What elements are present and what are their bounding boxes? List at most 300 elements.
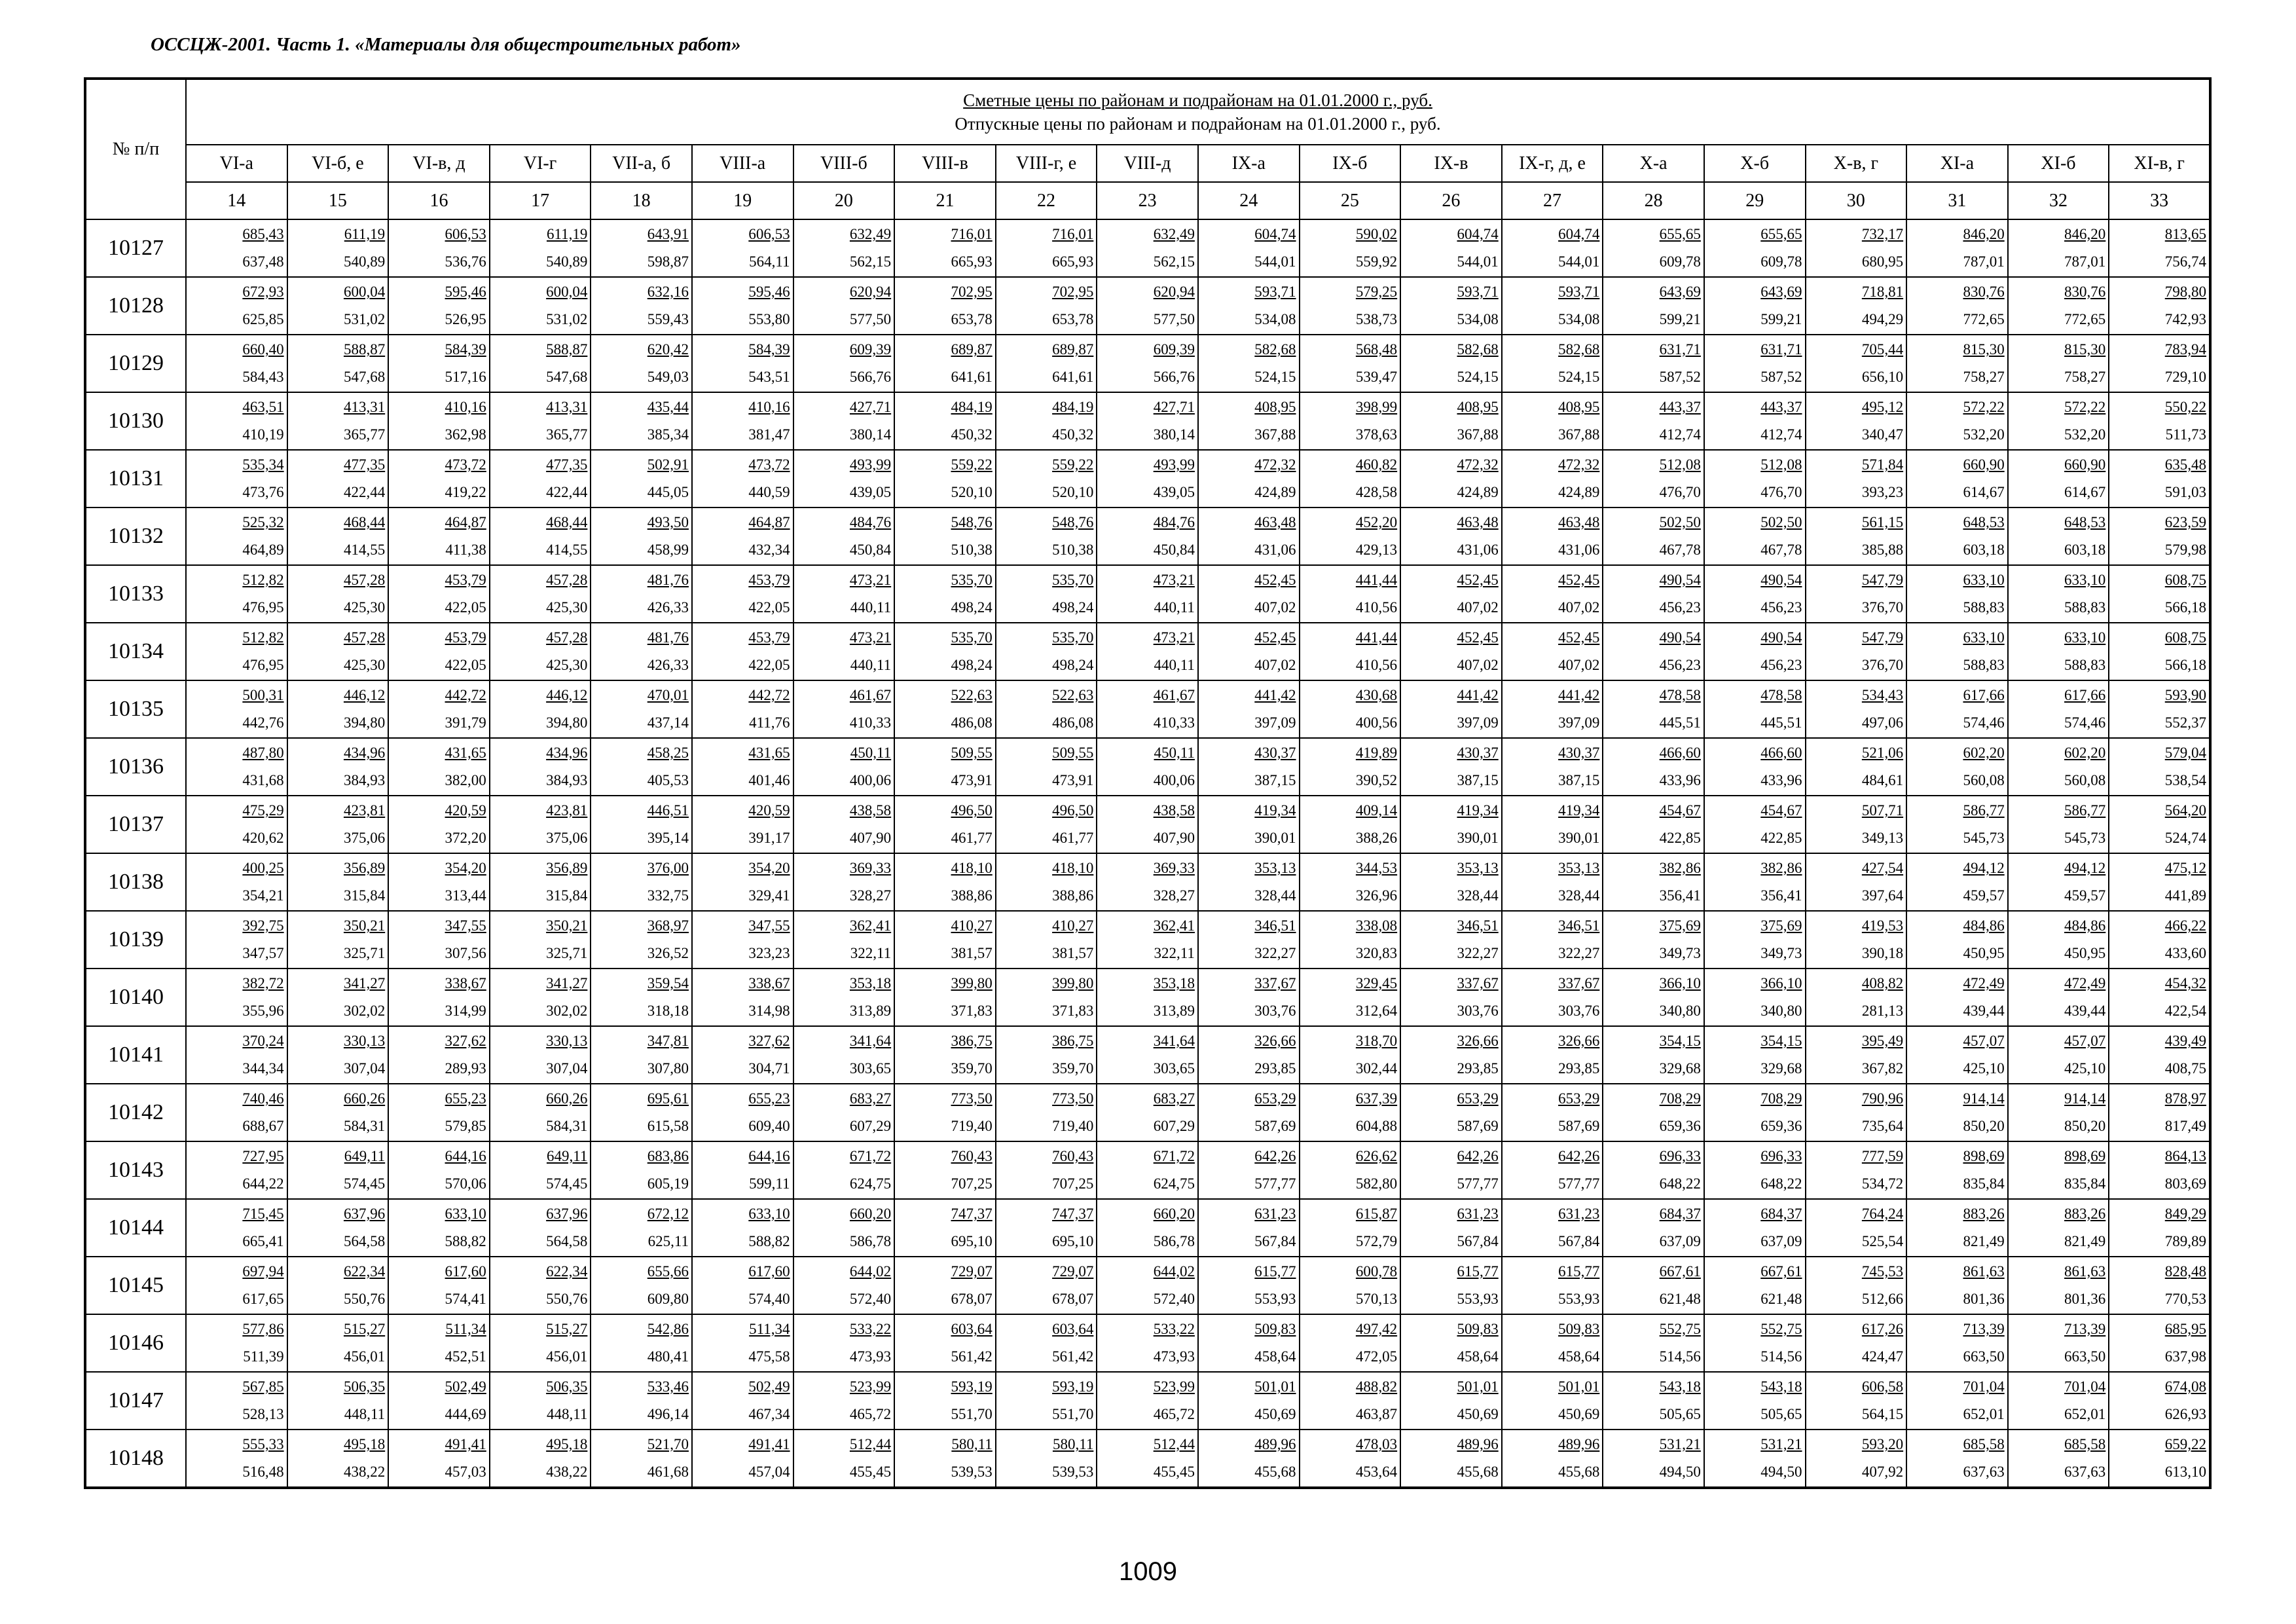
- estimated-price: 419,34: [1558, 802, 1600, 819]
- estimated-price: 338,67: [748, 975, 790, 991]
- estimated-price: 457,07: [2064, 1033, 2106, 1049]
- price-cell: [490, 1199, 591, 1257]
- release-price: 486,08: [951, 714, 993, 731]
- price-cell: [1704, 219, 1806, 277]
- release-price: 464,89: [242, 542, 284, 558]
- estimated-price-wrap: [1806, 225, 1906, 244]
- price-cell: [186, 565, 287, 623]
- release-price: 665,41: [242, 1233, 284, 1249]
- estimated-price-wrap: [490, 1262, 591, 1282]
- price-cell: [1704, 1141, 1806, 1199]
- estimated-price: 586,77: [1963, 802, 2005, 819]
- estimated-price-wrap: [1300, 916, 1400, 936]
- estimated-price-wrap: [1806, 1204, 1906, 1224]
- release-price: 452,51: [445, 1348, 486, 1365]
- estimated-price: 472,32: [1558, 456, 1600, 473]
- release-price: 577,50: [849, 311, 892, 327]
- estimated-price: 496,50: [1052, 802, 1094, 819]
- price-cell: [591, 680, 692, 738]
- estimated-price-wrap: [288, 1377, 388, 1397]
- estimated-price: 559,22: [1052, 456, 1094, 473]
- release-price: 307,56: [445, 945, 486, 961]
- release-price: 512,66: [1861, 1291, 1904, 1307]
- estimated-price: 410,16: [445, 399, 486, 415]
- estimated-price-wrap: [591, 397, 691, 417]
- estimated-price: 338,08: [1355, 917, 1398, 934]
- estimated-price-wrap: [895, 858, 995, 878]
- release-price: 376,70: [1861, 657, 1904, 673]
- release-price: 381,57: [951, 945, 993, 961]
- price-cell: [1806, 623, 1907, 680]
- estimated-price-wrap: [1907, 1320, 2007, 1339]
- estimated-price: 572,22: [1963, 399, 2005, 415]
- table-row: [85, 450, 2210, 507]
- estimated-price: 660,26: [343, 1090, 386, 1107]
- estimated-price-wrap: [693, 1262, 793, 1282]
- release-price: 582,80: [1355, 1175, 1398, 1192]
- estimated-price-wrap: [1603, 974, 1704, 993]
- estimated-price-wrap: [288, 628, 388, 648]
- price-cell: [692, 565, 793, 623]
- release-price: 453,64: [1355, 1464, 1398, 1480]
- estimated-price: 470,01: [647, 687, 689, 703]
- estimated-price: 475,29: [242, 802, 284, 819]
- price-cell: [591, 392, 692, 450]
- release-price: 756,74: [2164, 253, 2206, 270]
- estimated-price-wrap: [794, 570, 894, 590]
- release-price: 648,22: [1659, 1175, 1701, 1192]
- release-price: 577,50: [1153, 311, 1195, 327]
- estimated-price-wrap: [895, 397, 995, 417]
- price-cell: [591, 1430, 692, 1488]
- estimated-price: 454,67: [1659, 802, 1701, 819]
- estimated-price-wrap: [1603, 1147, 1704, 1166]
- release-price: 626,93: [2164, 1406, 2206, 1422]
- release-price: 473,91: [951, 772, 993, 788]
- price-cell: [894, 565, 996, 623]
- estimated-price-wrap: [490, 1031, 591, 1051]
- running-header: ОССЦЖ-2001. Часть 1. «Материалы для общестроительных работ»: [151, 34, 741, 55]
- estimated-price-wrap: [1199, 628, 1299, 648]
- release-price: 371,83: [951, 1003, 993, 1019]
- estimated-price-wrap: [2009, 1262, 2109, 1282]
- price-cell: [490, 450, 591, 507]
- estimated-price-wrap: [794, 1089, 894, 1109]
- estimated-price-wrap: [1300, 1377, 1400, 1397]
- estimated-price: 419,34: [1457, 802, 1499, 819]
- estimated-price-wrap: [591, 1031, 691, 1051]
- estimated-price: 718,81: [1861, 284, 1904, 300]
- estimated-price-wrap: [1806, 1435, 1906, 1454]
- release-price: 607,29: [1153, 1118, 1195, 1134]
- estimated-price: 506,35: [343, 1378, 386, 1395]
- estimated-price-wrap: [1705, 455, 1805, 475]
- release-price: 388,26: [1355, 830, 1398, 846]
- estimated-price: 535,70: [951, 572, 993, 588]
- release-price: 564,58: [343, 1233, 386, 1249]
- release-price: 407,02: [1254, 599, 1296, 616]
- estimated-price: 457,28: [343, 572, 386, 588]
- estimated-price-wrap: [2109, 801, 2209, 821]
- release-price: 574,46: [2064, 714, 2106, 731]
- release-price: 328,44: [1558, 887, 1600, 904]
- estimated-price-wrap: [1199, 340, 1299, 360]
- estimated-price-wrap: [1401, 1089, 1501, 1109]
- estimated-price-wrap: [794, 1320, 894, 1339]
- table-row: [85, 1314, 2210, 1372]
- caption-release-prices: Отпускные цены по районам и подрайонам на 01.01.2000 г., руб.: [955, 114, 1441, 134]
- estimated-price: 622,34: [546, 1263, 588, 1280]
- release-price: 476,70: [1659, 484, 1701, 500]
- release-price: 303,76: [1254, 1003, 1296, 1019]
- release-price: 382,00: [445, 772, 486, 788]
- release-price: 425,30: [546, 599, 588, 616]
- estimated-price: 495,12: [1861, 399, 1904, 415]
- estimated-price: 713,39: [2064, 1321, 2106, 1337]
- release-price: 577,77: [1558, 1175, 1600, 1192]
- estimated-price-wrap: [794, 513, 894, 532]
- estimated-price: 484,86: [1963, 917, 2005, 934]
- estimated-price-wrap: [1503, 570, 1603, 590]
- estimated-price-wrap: [1503, 686, 1603, 705]
- estimated-price-wrap: [591, 858, 691, 878]
- estimated-price-wrap: [2009, 1147, 2109, 1166]
- release-price: 340,80: [1760, 1003, 1802, 1019]
- estimated-price-wrap: [490, 858, 591, 878]
- price-cell: [1704, 1430, 1806, 1488]
- release-price: 425,10: [2064, 1060, 2106, 1077]
- estimated-price: 603,64: [951, 1321, 993, 1337]
- estimated-price: 488,82: [1355, 1378, 1398, 1395]
- estimated-price: 493,99: [849, 456, 892, 473]
- estimated-price: 643,69: [1659, 284, 1701, 300]
- price-cell: [692, 738, 793, 796]
- estimated-price: 522,63: [1052, 687, 1094, 703]
- release-price: 617,65: [242, 1291, 284, 1307]
- estimated-price-wrap: [1300, 455, 1400, 475]
- estimated-price: 604,74: [1457, 226, 1499, 242]
- release-price: 579,98: [2164, 542, 2206, 558]
- price-cell: [1603, 1372, 1704, 1430]
- estimated-price-wrap: [288, 974, 388, 993]
- release-price: 567,84: [1457, 1233, 1499, 1249]
- price-cell: [1603, 853, 1704, 911]
- release-price: 586,78: [1153, 1233, 1195, 1249]
- estimated-price-wrap: [187, 340, 287, 360]
- estimated-price: 643,91: [647, 226, 689, 242]
- estimated-price-wrap: [1401, 1320, 1501, 1339]
- estimated-price-wrap: [1097, 974, 1197, 993]
- release-price: 281,13: [1861, 1003, 1904, 1019]
- estimated-price-wrap: [1907, 1435, 2007, 1454]
- release-price: 678,07: [1052, 1291, 1094, 1307]
- release-price: 534,08: [1254, 311, 1296, 327]
- estimated-price: 600,04: [546, 284, 588, 300]
- estimated-price-wrap: [1806, 916, 1906, 936]
- price-cell: [388, 450, 490, 507]
- price-cell: [186, 1372, 287, 1430]
- estimated-price: 683,27: [1153, 1090, 1195, 1107]
- price-cell: [894, 1199, 996, 1257]
- price-cell: [2109, 1199, 2210, 1257]
- estimated-price-wrap: [1300, 1031, 1400, 1051]
- estimated-price-wrap: [693, 628, 793, 648]
- release-price: 599,21: [1760, 311, 1802, 327]
- estimated-price-wrap: [187, 282, 287, 302]
- estimated-price-wrap: [794, 974, 894, 993]
- release-price: 553,93: [1457, 1291, 1499, 1307]
- estimated-price: 327,62: [445, 1033, 486, 1049]
- estimated-price-wrap: [996, 1147, 1097, 1166]
- price-cell: [1198, 1430, 1300, 1488]
- estimated-price: 454,32: [2164, 975, 2206, 991]
- price-cell: [996, 1199, 1097, 1257]
- estimated-price-wrap: [389, 340, 489, 360]
- estimated-price-wrap: [996, 1262, 1097, 1282]
- estimated-price: 442,72: [748, 687, 790, 703]
- estimated-price-wrap: [2009, 916, 2109, 936]
- price-cell: [1704, 1084, 1806, 1141]
- price-cell: [287, 911, 389, 969]
- release-price: 326,52: [647, 945, 689, 961]
- estimated-price-wrap: [1199, 1377, 1299, 1397]
- estimated-price: 515,27: [343, 1321, 386, 1337]
- estimated-price-wrap: [693, 455, 793, 475]
- estimated-price-wrap: [1907, 743, 2007, 763]
- estimated-price: 702,95: [951, 284, 993, 300]
- estimated-price: 760,43: [1052, 1148, 1094, 1164]
- price-cell: [591, 1084, 692, 1141]
- release-price: 663,50: [1963, 1348, 2005, 1365]
- estimated-price: 615,77: [1457, 1263, 1499, 1280]
- estimated-price: 643,69: [1760, 284, 1802, 300]
- estimated-price: 509,83: [1558, 1321, 1600, 1337]
- price-cell: [2109, 450, 2210, 507]
- release-price: 390,01: [1254, 830, 1296, 846]
- release-price: 407,90: [1153, 830, 1195, 846]
- price-cell: [1097, 507, 1198, 565]
- release-price: 544,01: [1457, 253, 1499, 270]
- release-price: 574,41: [445, 1291, 486, 1307]
- estimated-price: 441,44: [1355, 629, 1398, 646]
- release-price: 394,80: [343, 714, 386, 731]
- estimated-price-wrap: [187, 743, 287, 763]
- price-cell: [692, 853, 793, 911]
- release-price: 381,57: [1052, 945, 1094, 961]
- estimated-price: 398,99: [1355, 399, 1398, 415]
- estimated-price: 617,60: [445, 1263, 486, 1280]
- price-cell: [1400, 680, 1502, 738]
- estimated-price-wrap: [1907, 916, 2007, 936]
- estimated-price: 461,67: [849, 687, 892, 703]
- price-cell: [894, 680, 996, 738]
- estimated-price-wrap: [591, 1377, 691, 1397]
- estimated-price: 473,21: [849, 629, 892, 646]
- price-cell: [996, 738, 1097, 796]
- release-price: 524,15: [1457, 369, 1499, 385]
- release-price: 448,11: [546, 1406, 588, 1422]
- price-cell: [287, 738, 389, 796]
- price-cell: [894, 969, 996, 1026]
- release-price: 431,06: [1457, 542, 1499, 558]
- estimated-price: 354,15: [1760, 1033, 1802, 1049]
- price-cell: [1502, 911, 1603, 969]
- estimated-price-wrap: [490, 340, 591, 360]
- estimated-price-wrap: [2109, 743, 2209, 763]
- price-cell: [490, 335, 591, 392]
- estimated-price: 660,40: [242, 341, 284, 358]
- price-cell: [692, 1372, 793, 1430]
- estimated-price-wrap: [1401, 455, 1501, 475]
- release-price: 450,95: [1963, 945, 2005, 961]
- column-number: 18: [591, 182, 692, 219]
- release-price: 380,14: [849, 426, 892, 443]
- release-price: 442,76: [242, 714, 284, 731]
- estimated-price-wrap: [794, 455, 894, 475]
- estimated-price-wrap: [1401, 916, 1501, 936]
- price-cell: [1198, 796, 1300, 853]
- price-cell: [996, 1084, 1097, 1141]
- estimated-price-wrap: [389, 225, 489, 244]
- estimated-price: 350,21: [546, 917, 588, 934]
- release-price: 621,48: [1760, 1291, 1802, 1307]
- estimated-price-wrap: [1705, 974, 1805, 993]
- price-cell: [591, 623, 692, 680]
- release-price: 835,84: [1963, 1175, 2005, 1192]
- estimated-price: 593,20: [1861, 1436, 1904, 1452]
- price-cell: [2008, 565, 2109, 623]
- estimated-price-wrap: [996, 801, 1097, 821]
- price-cell: [186, 623, 287, 680]
- price-cell: [894, 623, 996, 680]
- caption-estimated-prices: Сметные цены по районам и подрайонам на 01.01.2000 г., руб.: [963, 90, 1432, 110]
- release-price: 407,92: [1861, 1464, 1904, 1480]
- estimated-price: 644,16: [748, 1148, 790, 1164]
- estimated-price-wrap: [1603, 570, 1704, 590]
- estimated-price-wrap: [693, 1031, 793, 1051]
- estimated-price: 375,69: [1659, 917, 1701, 934]
- estimated-price: 466,22: [2164, 917, 2206, 934]
- estimated-price-wrap: [996, 513, 1097, 532]
- estimated-price: 338,67: [445, 975, 486, 991]
- price-cell: [490, 1026, 591, 1084]
- price-cell: [1906, 1141, 2008, 1199]
- estimated-price-wrap: [693, 1320, 793, 1339]
- price-cell: [2008, 969, 2109, 1026]
- release-price: 652,01: [2064, 1406, 2106, 1422]
- estimated-price: 478,58: [1659, 687, 1701, 703]
- row-number: 10148: [85, 1430, 186, 1488]
- estimated-price-wrap: [2109, 282, 2209, 302]
- estimated-price-wrap: [288, 916, 388, 936]
- row-number: 10144: [85, 1199, 186, 1257]
- estimated-price: 685,58: [1963, 1436, 2005, 1452]
- region-header: IX-б: [1300, 145, 1401, 182]
- estimated-price: 732,17: [1861, 226, 1904, 242]
- estimated-price: 419,53: [1861, 917, 1904, 934]
- price-cell: [1704, 680, 1806, 738]
- price-cell: [591, 1026, 692, 1084]
- estimated-price-wrap: [389, 743, 489, 763]
- estimated-price-wrap: [794, 1435, 894, 1454]
- price-cell: [1097, 219, 1198, 277]
- estimated-price: 491,41: [445, 1436, 486, 1452]
- price-cell: [287, 1314, 389, 1372]
- price-cell: [287, 450, 389, 507]
- estimated-price-wrap: [794, 1204, 894, 1224]
- price-cell: [692, 1314, 793, 1372]
- release-price: 425,30: [546, 657, 588, 673]
- estimated-price: 604,74: [1558, 226, 1600, 242]
- release-price: 572,40: [849, 1291, 892, 1307]
- release-price: 340,80: [1659, 1003, 1701, 1019]
- estimated-price-wrap: [288, 570, 388, 590]
- estimated-price: 521,70: [647, 1436, 689, 1452]
- release-price: 574,45: [546, 1175, 588, 1192]
- column-number: 33: [2109, 182, 2210, 219]
- estimated-price: 484,19: [1052, 399, 1094, 415]
- row-number: 10132: [85, 507, 186, 565]
- release-price: 458,99: [647, 542, 689, 558]
- price-cell: [1806, 450, 1907, 507]
- estimated-price: 637,96: [546, 1206, 588, 1222]
- row-number: 10138: [85, 853, 186, 911]
- row-number: 10129: [85, 335, 186, 392]
- release-price: 526,95: [445, 311, 486, 327]
- estimated-price: 341,64: [849, 1033, 892, 1049]
- estimated-price-wrap: [1503, 1435, 1603, 1454]
- release-price: 494,50: [1760, 1464, 1802, 1480]
- estimated-price: 623,59: [2164, 514, 2206, 530]
- price-cell: [1502, 1430, 1603, 1488]
- estimated-price: 410,16: [748, 399, 790, 415]
- estimated-price: 461,67: [1153, 687, 1195, 703]
- estimated-price: 362,41: [849, 917, 892, 934]
- estimated-price: 359,54: [647, 975, 689, 991]
- estimated-price-wrap: [1705, 1204, 1805, 1224]
- estimated-price-wrap: [1603, 225, 1704, 244]
- price-cell: [2008, 796, 2109, 853]
- estimated-price: 400,25: [242, 860, 284, 876]
- estimated-price: 327,62: [748, 1033, 790, 1049]
- release-price: 372,20: [445, 830, 486, 846]
- estimated-price: 353,18: [849, 975, 892, 991]
- estimated-price: 473,21: [1153, 629, 1195, 646]
- price-cell: [1097, 796, 1198, 853]
- table-row: [85, 1257, 2210, 1314]
- estimated-price: 655,66: [647, 1263, 689, 1280]
- release-price: 450,95: [2064, 945, 2106, 961]
- price-cell: [996, 911, 1097, 969]
- estimated-price: 655,23: [748, 1090, 790, 1107]
- release-price: 388,86: [951, 887, 993, 904]
- estimated-price-wrap: [288, 1147, 388, 1166]
- estimated-price: 701,04: [1963, 1378, 2005, 1395]
- estimated-price-wrap: [591, 513, 691, 532]
- release-price: 566,76: [1153, 369, 1195, 385]
- estimated-price-wrap: [996, 974, 1097, 993]
- estimated-price-wrap: [1603, 1377, 1704, 1397]
- release-price: 307,04: [546, 1060, 588, 1077]
- estimated-price: 490,54: [1659, 629, 1701, 646]
- estimated-price-wrap: [2109, 1089, 2209, 1109]
- price-cell: [894, 1372, 996, 1430]
- release-price: 412,74: [1659, 426, 1701, 443]
- estimated-price: 512,44: [1153, 1436, 1195, 1452]
- price-cell: [1806, 565, 1907, 623]
- estimated-price-wrap: [1705, 570, 1805, 590]
- price-cell: [692, 911, 793, 969]
